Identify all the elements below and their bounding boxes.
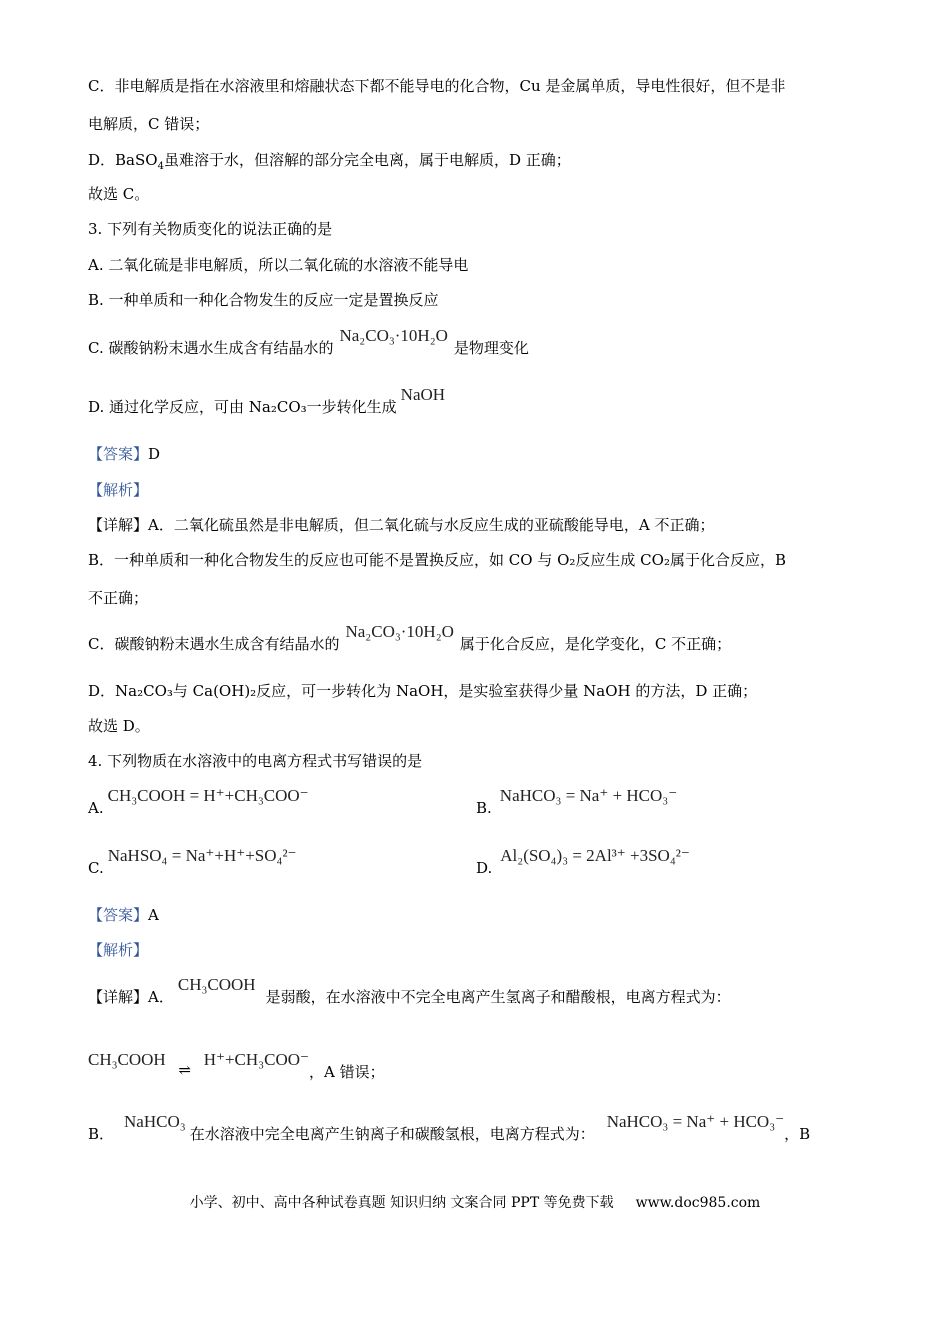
q3-option-d — [88, 385, 446, 417]
q4-detail-b — [88, 1112, 811, 1144]
q3-analysis — [88, 480, 148, 500]
q3-d-pre: D. 通过化学反应，可由 Na₂CO₃一步转化生成 — [88, 398, 397, 416]
q3-answer-value: D — [148, 445, 161, 463]
q4-eq-left: CH₃COOH — [88, 1050, 166, 1069]
q4-equation-a — [88, 1050, 385, 1082]
q4-analysis — [88, 940, 148, 960]
q3-detail-c-pre: C．碳酸钠粉末遇水生成含有结晶水的 — [88, 635, 340, 653]
q3-option-a: A. 二氧化硫是非电解质，所以二氧化硫的水溶液不能导电 — [88, 256, 469, 274]
q3-answer — [88, 444, 160, 464]
q4-option-a — [88, 786, 309, 818]
q4-detail-a-pre: A． — [148, 988, 174, 1006]
q3-detail-label: 【详解】 — [88, 516, 149, 534]
prev-d-sub: 4 — [157, 161, 164, 172]
q4-d-label: D. — [476, 859, 493, 877]
q3-detail-c-formula: Na₂CO₃·10H₂O — [345, 622, 454, 641]
q4-answer-value: A — [148, 906, 159, 924]
q3-detail-b2: 不正确； — [88, 589, 149, 607]
q4-detail-b-post: ，B — [784, 1125, 811, 1143]
q3-c-formula: Na₂CO₃·10H₂O — [339, 326, 448, 345]
q3-analysis-label: 【解析】 — [88, 481, 149, 499]
q3-detail-c — [88, 622, 732, 654]
q4-detail-b-mid: 在水溶液中完全电离产生钠离子和碳酸氢根，电离方程式为： — [189, 1125, 595, 1143]
q3-detail-a-text: A．二氧化硫虽然是非电解质，但二氧化硫与水反应生成的亚硫酸能导电，A 不正确； — [148, 516, 715, 534]
q4-option-b — [476, 786, 678, 818]
prev-d-pre: D．BaSO — [88, 151, 158, 169]
q4-a-label: A. — [88, 799, 104, 817]
q3-detail-d: D．Na₂CO₃与 Ca(OH)₂反应，可一步转化为 NaOH，是实验室获得少量 NaOH 的方法，D 正确； — [88, 682, 758, 700]
q3-detail-c-post: 属于化合反应，是化学变化，C 不正确； — [459, 635, 732, 653]
q4-eq-right: H⁺+CH₃COO⁻ — [203, 1050, 309, 1069]
footer-text: 小学、初中、高中各种试卷真题 知识归纳 文案合同 PPT 等免费下载 — [189, 1195, 614, 1211]
q4-option-d — [476, 846, 690, 878]
q4-answer-label: 【答案】 — [88, 906, 149, 924]
q4-a-formula: CH₃COOH = H⁺+CH₃COO⁻ — [107, 786, 309, 805]
q4-option-c — [88, 846, 297, 878]
prev-option-d — [88, 150, 571, 177]
prev-choose: 故选 C。 — [88, 185, 150, 203]
q4-detail-b-formula: NaHCO₃ — [124, 1112, 186, 1131]
q4-c-formula: NaHSO₄ = Na⁺+H⁺+SO₄²⁻ — [107, 846, 297, 865]
prev-option-c-line2: 电解质，C 错误； — [88, 115, 210, 133]
q3-answer-label: 【答案】 — [88, 445, 149, 463]
page-footer — [0, 1192, 950, 1212]
q4-detail-b-eq: NaHCO₃ = Na⁺ + HCO₃⁻ — [606, 1112, 785, 1131]
q4-c-label: C. — [88, 859, 104, 877]
prev-d-post: 虽难溶于水，但溶解的部分完全电离，属于电解质，D 正确； — [163, 151, 571, 169]
equilibrium-arrow-icon: ⇌ — [178, 1061, 191, 1079]
q3-detail-b1: B．一种单质和一种化合物发生的反应也可能不是置换反应，如 CO 与 O₂反应生成 CO₂属于化合反应，B — [88, 551, 786, 569]
q3-d-formula: NaOH — [400, 385, 446, 404]
q3-option-c — [88, 326, 529, 358]
q4-eq-post: ，A 错误； — [308, 1063, 385, 1081]
q3-detail-a — [88, 515, 714, 535]
q3-stem: 3. 下列有关物质变化的说法正确的是 — [88, 220, 333, 238]
q3-choose: 故选 D。 — [88, 717, 150, 735]
prev-option-c-line1: C．非电解质是指在水溶液里和熔融状态下都不能导电的化合物，Cu 是金属单质，导电性很好，但不是非 — [88, 77, 786, 95]
q4-stem: 4. 下列物质在水溶液中的电离方程式书写错误的是 — [88, 752, 423, 770]
q4-analysis-label: 【解析】 — [88, 941, 149, 959]
q4-b-formula: NaHCO₃ = Na⁺ + HCO₃⁻ — [499, 786, 678, 805]
q3-c-pre: C. 碳酸钠粉末遇水生成含有结晶水的 — [88, 339, 334, 357]
q3-c-post: 是物理变化 — [453, 339, 529, 357]
q4-detail-b-pre: B． — [88, 1125, 115, 1143]
q4-detail-label: 【详解】 — [88, 988, 149, 1006]
q4-b-label: B. — [476, 799, 492, 817]
footer-site-link[interactable]: www.doc985.com — [635, 1195, 761, 1211]
q3-option-b: B. 一种单质和一种化合物发生的反应一定是置换反应 — [88, 291, 439, 309]
q4-detail-a — [88, 975, 731, 1007]
q4-detail-a-post: 是弱酸，在水溶液中不完全电离产生氢离子和醋酸根，电离方程式为： — [265, 988, 731, 1006]
q4-detail-a-formula: CH₃COOH — [177, 975, 256, 994]
q4-answer — [88, 905, 159, 925]
q4-d-formula: Al₂(SO₄)₃ = 2Al³⁺ +3SO₄²⁻ — [500, 846, 690, 865]
